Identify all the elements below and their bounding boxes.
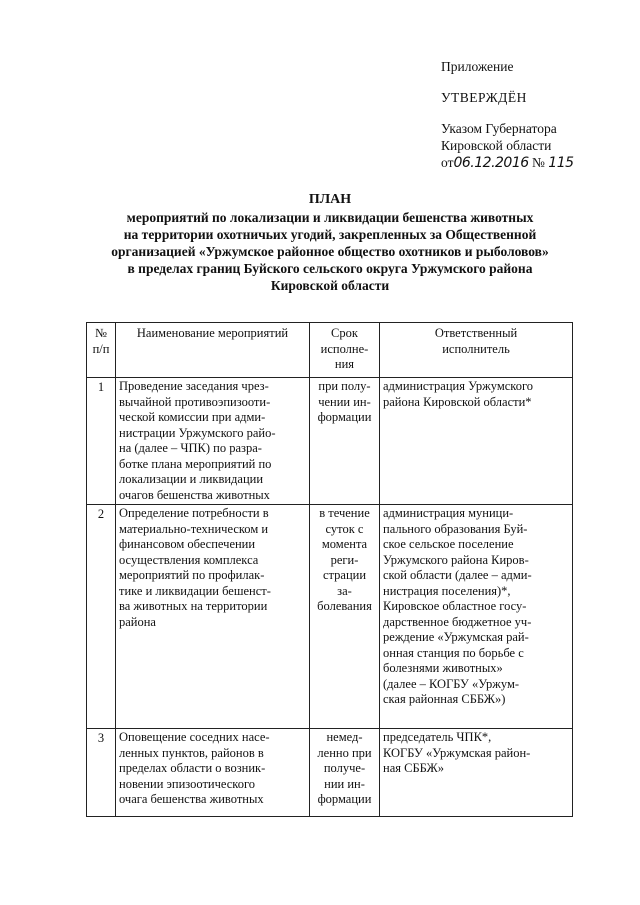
row-period: при полу- чении ин- формации (310, 378, 380, 505)
row-period: в течение суток с момента реги- страции за- болевания (310, 505, 380, 729)
table-row (87, 505, 573, 729)
row-name: Определение потребности в материально-техническом и финансовом обеспечении осуществления комплекса мероприятий по профилак- тике и ликвидации бешенст- ва животных на территории района (116, 505, 310, 729)
row-num: 3 (87, 729, 116, 817)
title-line-4: в пределах границ Буйского сельского округа Уржумского района (127, 261, 533, 276)
title-line-1: мероприятий по локализации и ликвидации бешенства животных (126, 210, 534, 225)
plan-title: ПЛАН (308, 192, 352, 207)
row-name: Проведение заседания чрез- вычайной противоэпизооти- ческой комиссии при адми- нистрации Уржумского райо- на (далее – ЧПК) по разра- ботке плана мероприятий по локализации и ликвидации очагов бешенства животных (116, 378, 310, 505)
row-responsible: администрация Уржумского района Кировской области* (380, 378, 573, 505)
approval-block (441, 58, 631, 172)
row-responsible: председатель ЧПК*, КОГБУ «Уржумская район- ная СББЖ» (380, 729, 573, 817)
number-sign: № (532, 155, 545, 170)
decree-line-2: Кировской области (441, 138, 552, 153)
plan-table (86, 322, 573, 817)
header-name: Наименование мероприятий (116, 323, 310, 378)
header-period: Срок исполне- ния (310, 323, 380, 378)
approved-label: УТВЕРЖДЁН (441, 90, 527, 105)
document-title (80, 191, 580, 294)
table-header-row (87, 323, 573, 378)
decree-number: 115 (548, 155, 574, 171)
row-responsible: администрация муници- пального образования Буй- ское сельское поселение Уржумского района Киров- ской области (далее – адми- нистрация поселения)*, Кировское областное госу- дарственное бюджетное уч- реждение «Уржумская рай- онная станция по борьбе с болезнями животных» (далее – КОГБУ «Уржум- ская районная СББЖ») (380, 505, 573, 729)
header-responsible: Ответственный исполнитель (380, 323, 573, 378)
row-num: 1 (87, 378, 116, 505)
appendix-label: Приложение (441, 59, 514, 74)
table-row (87, 729, 573, 817)
from-prefix: от (441, 155, 454, 170)
decree-date-line (441, 154, 631, 172)
decree-line-1: Указом Губернатора (441, 121, 557, 136)
row-name: Оповещение соседних насе- ленных пунктов, районов в пределах области о возник- новении эпизоотического очага бешенства животных (116, 729, 310, 817)
title-line-5: Кировской области (270, 278, 390, 293)
title-line-3: организацией «Уржумское районное общество охотников и рыболовов» (111, 244, 549, 259)
title-line-2: на территории охотничьих угодий, закрепленных за Общественной (123, 227, 537, 242)
table-row (87, 378, 573, 505)
row-period: немед- ленно при получе- нии ин- формации (310, 729, 380, 817)
header-num: № п/п (87, 323, 116, 378)
decree-date: 06.12.2016 (453, 155, 529, 171)
row-num: 2 (87, 505, 116, 729)
